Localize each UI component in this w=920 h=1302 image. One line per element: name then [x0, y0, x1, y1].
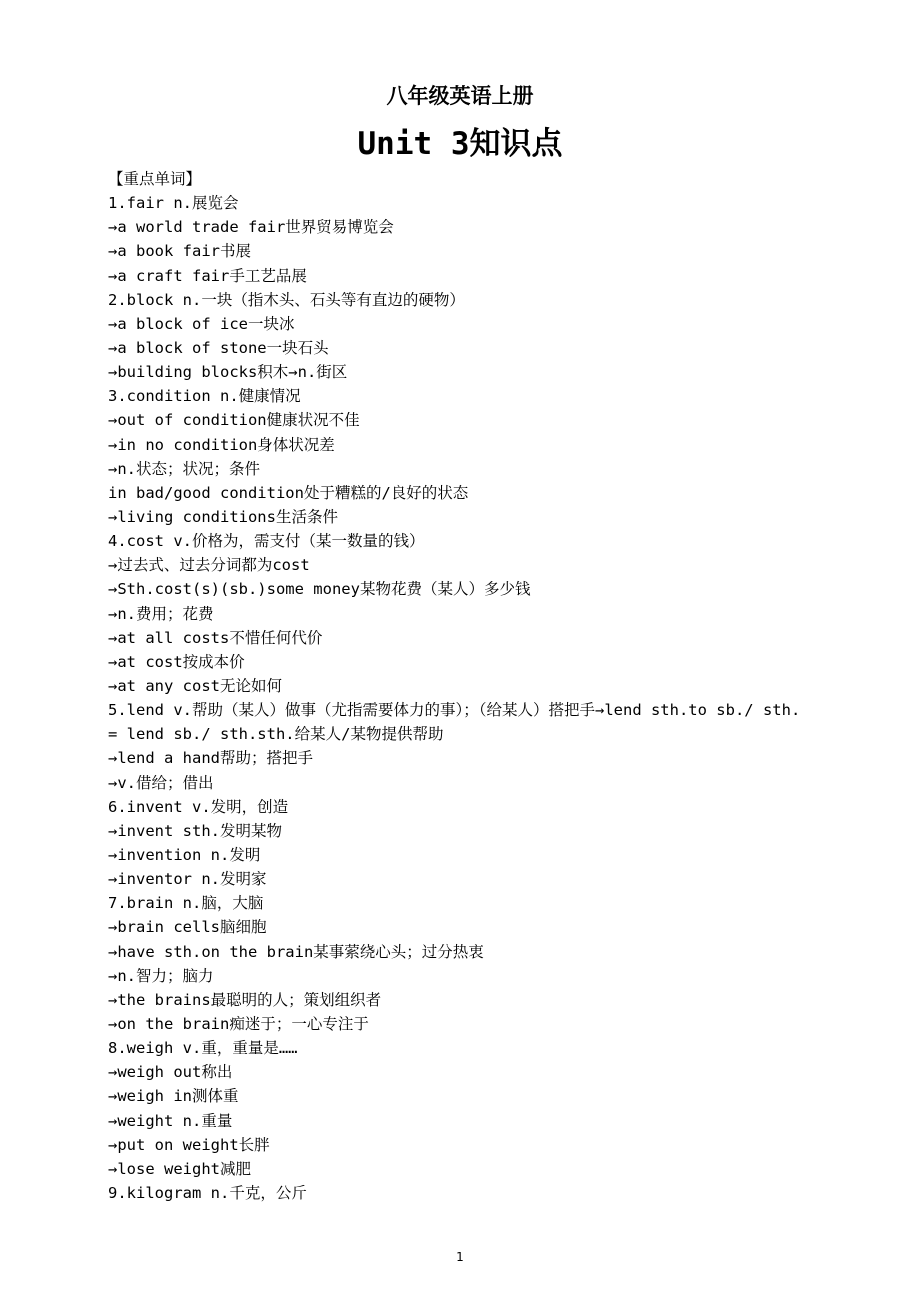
- list-item: →lose weight减肥: [108, 1159, 251, 1178]
- list-item: →Sth.cost(s)(sb.)some money某物花费（某人）多少钱: [108, 580, 531, 599]
- list-item: 3.condition n.健康情况: [108, 387, 301, 406]
- list-item: →inventor n.发明家: [108, 870, 267, 889]
- list-item: →living conditions生活条件: [108, 507, 338, 526]
- list-item: →lend a hand帮助；搭把手: [108, 749, 313, 768]
- list-item: →n.费用；花费: [108, 604, 214, 623]
- list-item: →at any cost无论如何: [108, 676, 282, 695]
- list-item: →weigh in测体重: [108, 1087, 239, 1106]
- list-item: →invention n.发明: [108, 845, 261, 864]
- list-item: 8.weigh v.重，重量是……: [108, 1039, 298, 1058]
- list-item: 9.kilogram n.千克，公斤: [108, 1183, 307, 1202]
- page-number: 1: [456, 1250, 464, 1264]
- list-item: 6.invent v.发明，创造: [108, 797, 289, 816]
- list-item: →in no condition身体状况差: [108, 435, 335, 454]
- list-item: →on the brain痴迷于；一心专注于: [108, 1014, 369, 1033]
- list-item: 4.cost v.价格为，需支付（某一数量的钱）: [108, 532, 425, 551]
- list-item: →a block of ice一块冰: [108, 314, 295, 333]
- list-item: →n.状态；状况；条件: [108, 459, 260, 478]
- list-item: 5.lend v.帮助（某人）做事（尤指需要体力的事）；（给某人）搭把手→lend sth.to sb./ sth.: [108, 701, 801, 720]
- list-item: →a craft fair手工艺品展: [108, 266, 307, 285]
- list-item: →a block of stone一块石头: [108, 338, 329, 357]
- list-item: 1.fair n.展览会: [108, 194, 239, 213]
- document-title-unit: Unit 3知识点: [357, 126, 563, 162]
- list-item: →at all costs不惜任何代价: [108, 628, 323, 647]
- list-item: →weigh out称出: [108, 1063, 233, 1082]
- list-item: →过去式、过去分词都为cost: [108, 556, 310, 575]
- document-title-grade: 八年级英语上册: [386, 84, 534, 108]
- list-item: →out of condition健康状况不佳: [108, 411, 360, 430]
- list-item: →a world trade fair世界贸易博览会: [108, 218, 394, 237]
- list-item: = lend sb./ sth.sth.给某人/某物提供帮助: [108, 725, 444, 744]
- list-item: →brain cells脑细胞: [108, 918, 267, 937]
- list-item: →n.智力；脑力: [108, 966, 214, 985]
- list-item: →at cost按成本价: [108, 652, 245, 671]
- list-item: →have sth.on the brain某事萦绕心头；过分热衷: [108, 942, 484, 961]
- list-item: →invent sth.发明某物: [108, 821, 282, 840]
- list-item: in bad/good condition处于糟糕的/良好的状态: [108, 483, 469, 502]
- list-item: →v.借给；借出: [108, 773, 214, 792]
- list-item: →weight n.重量: [108, 1111, 233, 1130]
- list-item: 7.brain n.脑，大脑: [108, 894, 264, 913]
- vocabulary-list: [70, 167, 850, 1205]
- list-item: →building blocks积木→n.街区: [108, 363, 348, 382]
- list-item: 2.block n.一块（指木头、石头等有直边的硬物）: [108, 290, 465, 309]
- section-heading: 【重点单词】: [108, 170, 202, 188]
- list-item: →the brains最聪明的人；策划组织者: [108, 990, 382, 1009]
- list-item: →a book fair书展: [108, 242, 251, 261]
- list-item: →put on weight长胖: [108, 1135, 270, 1154]
